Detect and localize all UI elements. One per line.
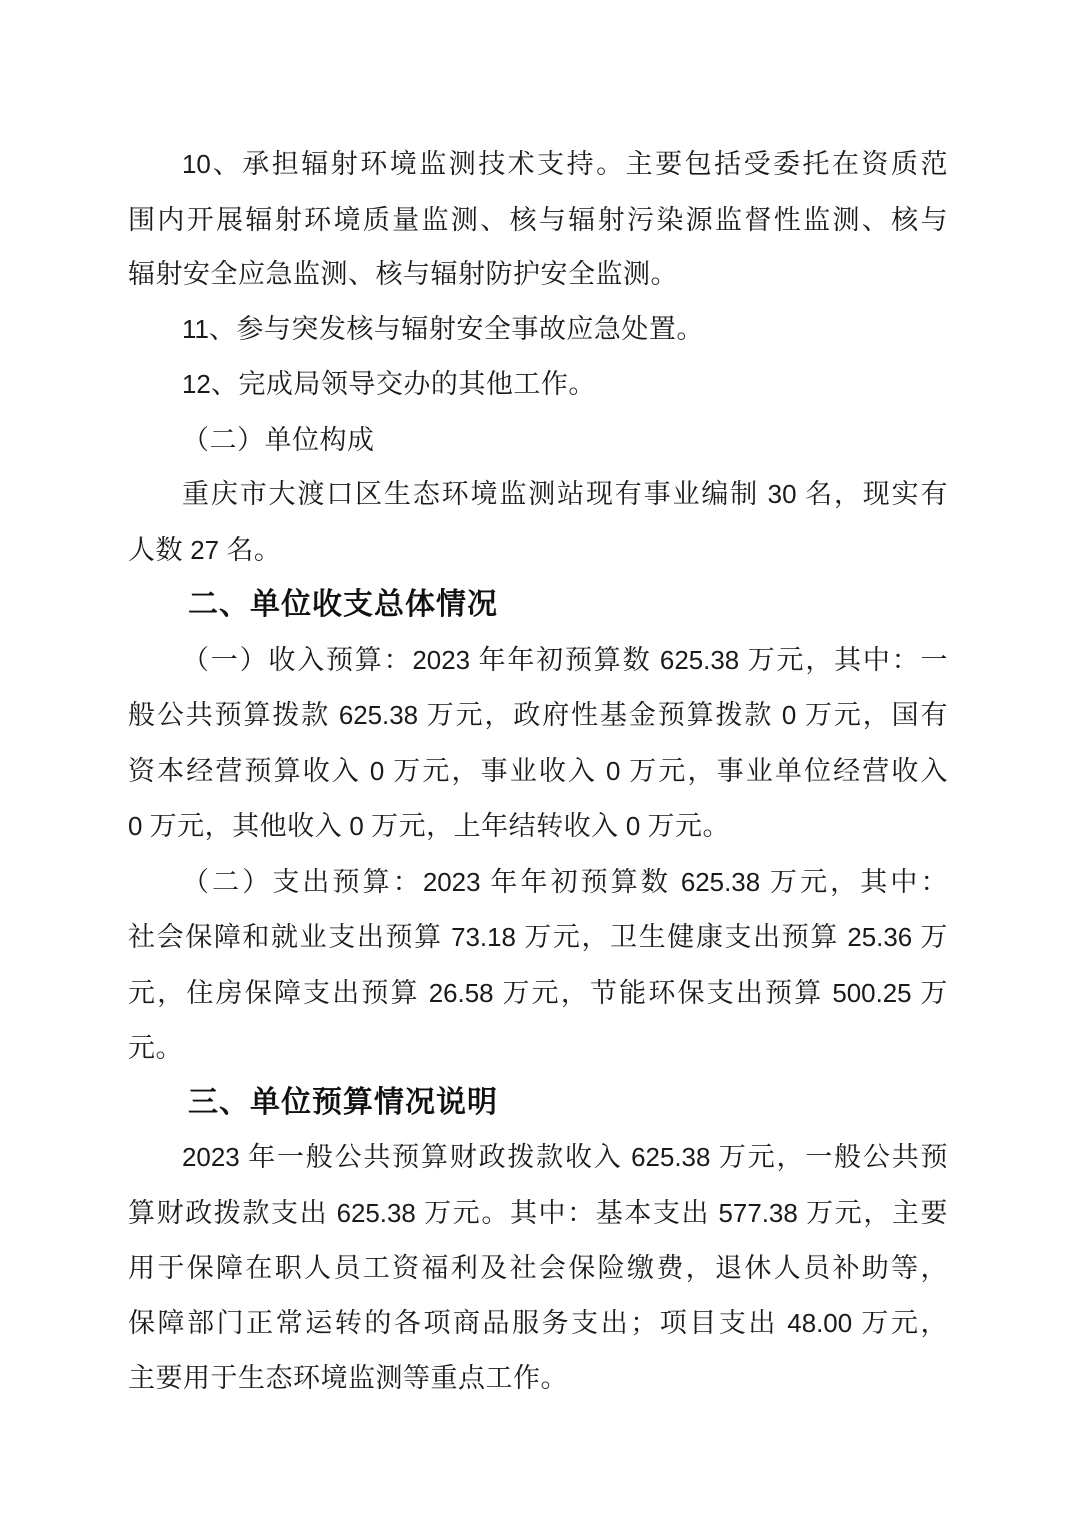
text-line: 主要用于生态环境监测等重点工作。 [128,1363,568,1393]
text-line: 资本经营预算收入 0 万元，事业收入 0 万元，事业单位经营收入 [128,755,948,786]
document-body [128,137,948,1406]
paragraph [128,137,948,302]
text-line: 围内开展辐射环境质量监测、核与辐射污染源监督性监测、核与 [128,204,948,235]
text-line: 元，住房保障支出预算 26.58 万元，节能环保支出预算 500.25 万 [128,977,948,1008]
numeric-value: 30 [767,481,797,509]
numeric-value: 577.38 [718,1199,798,1228]
text-line: 11、参与突发核与辐射安全事故应急处置。 [182,313,704,344]
numeric-value: 625.38 [659,646,740,675]
text-line: 二、单位收支总体情况 [188,588,498,621]
paragraph [128,413,948,468]
numeric-value: 11 [182,315,209,344]
numeric-value: 0 [128,813,143,841]
text-line: 算财政拨款支出 625.38 万元。其中：基本支出 577.38 万元，主要 [128,1197,948,1228]
text-line: 三、单位预算情况说明 [188,1085,498,1119]
numeric-value: 500.25 [832,979,912,1008]
text-line: 10、承担辐射环境监测技术支持。主要包括受委托在资质范 [182,149,948,179]
paragraph [128,467,948,578]
numeric-value: 48.00 [787,1309,853,1338]
text-line: （一）收入预算：2023 年年初预算数 625.38 万元，其中：一 [182,644,948,675]
numeric-value: 10 [182,151,211,179]
numeric-value: 625.38 [680,868,761,897]
text-line: 人数 27 名。 [128,534,282,565]
numeric-value: 0 [781,702,797,730]
text-line: 辐射安全应急监测、核与辐射防护安全监测。 [128,259,678,289]
numeric-value: 2023 [182,1144,240,1172]
text-line: 重庆市大渡口区生态环境监测站现有事业编制 30 名，现实有 [182,479,948,509]
text-line: 0 万元，其他收入 0 万元，上年结转收入 0 万元。 [128,811,731,841]
text-line: 般公共预算拨款 625.38 万元，政府性基金预算拨款 0 万元，国有 [128,700,948,730]
numeric-value: 0 [605,757,621,786]
numeric-value: 625.38 [631,1144,711,1172]
numeric-value: 12 [182,371,211,399]
paragraph [128,302,948,358]
numeric-value: 0 [349,813,364,841]
section-heading [128,1076,948,1131]
numeric-value: 0 [625,813,641,841]
numeric-value: 0 [369,757,385,786]
numeric-value: 25.36 [847,924,913,952]
text-line: （二）单位构成 [182,424,375,455]
text-line: （二）支出预算：2023 年年初预算数 625.38 万元，其中： [182,866,948,897]
paragraph [128,855,948,1076]
paragraph [128,633,948,855]
text-line: 2023 年一般公共预算财政拨款收入 625.38 万元，一般公共预 [182,1142,948,1172]
text-line: 社会保障和就业支出预算 73.18 万元，卫生健康支出预算 25.36 万 [128,922,948,952]
numeric-value: 2023 [412,646,471,675]
text-line: 元。 [128,1033,183,1063]
text-line: 12、完成局领导交办的其他工作。 [182,369,596,399]
numeric-value: 26.58 [428,979,494,1008]
text-line: 保障部门正常运转的各项商品服务支出；项目支出 48.00 万元， [128,1307,948,1338]
numeric-value: 625.38 [336,1199,416,1228]
numeric-value: 2023 [422,868,481,897]
numeric-value: 625.38 [338,702,419,730]
numeric-value: 27 [190,536,220,565]
paragraph [128,1130,948,1406]
text-line: 用于保障在职人员工资福利及社会保险缴费，退休人员补助等， [128,1253,948,1283]
section-heading [128,578,948,633]
numeric-value: 73.18 [451,924,516,952]
paragraph [128,357,948,413]
